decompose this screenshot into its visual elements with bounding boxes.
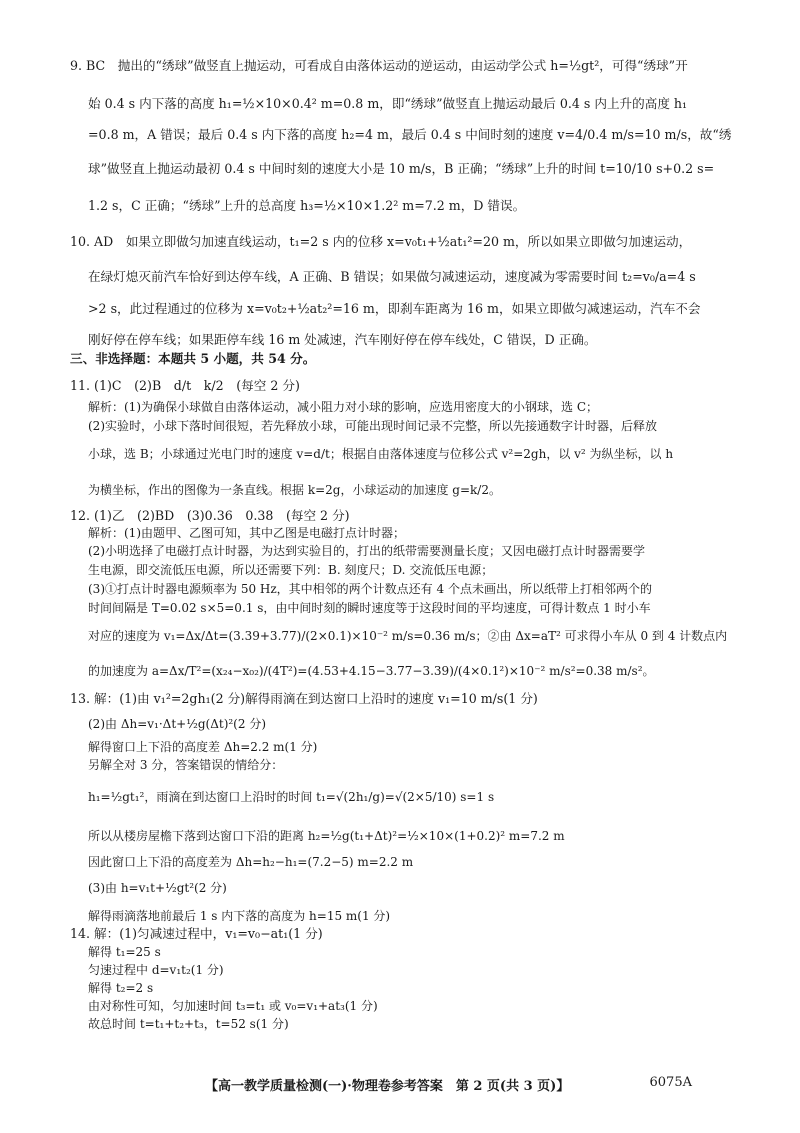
q9-line-5: 1.2 s，C 正确；“绣球”上升的总高度 h₃=½×10×1.2² m=7.2 m，D 错误。 [88, 198, 526, 213]
q12-line-3: 生电源，即交流低压电源，所以还需要下列：B. 刻度尺；D. 交流低压电源； [88, 563, 494, 577]
q11-answer: 11. (1)C (2)B d/t k/2 (每空 2 分) [70, 378, 300, 393]
q13-line-6: 所以从楼房屋檐下落到达窗口下沿的距离 h₂=½g(t₁+Δt)²=½×10×(1+0.2)² m=7.2 m [88, 829, 565, 843]
q9-line-2: 始 0.4 s 内下落的高度 h₁=½×10×0.4² m=0.8 m，即“绣球”做竖直上抛运动最后 0.4 s 内上升的高度 h₁ [88, 96, 688, 111]
q13-line-8: (3)由 h=v₁t+½gt²(2 分) [88, 881, 227, 895]
q11-line-1: 解析：(1)为确保小球做自由落体运动，减小阻力对小球的影响，应选用密度大的小钢球，选 C； [88, 400, 598, 414]
q12-answer: 12. (1)乙 (2)BD (3)0.36 0.38 (每空 2 分) [70, 508, 350, 523]
q11-line-2: (2)实验时，小球下落时间很短，若先释放小球，可能出现时间记录不完整，所以先接通数字计时器，后释放 [88, 419, 658, 433]
q12-line-7: 的加速度为 a=Δx/T²=(x₂₄−x₀₂)/(4T²)=(4.53+4.15−3.77−3.39)/(4×0.1²)×10⁻² m/s²=0.38 m/s²。 [88, 664, 655, 678]
q12-line-2: (2)小明选择了电磁打点计时器，为达到实验目的，打出的纸带需要测量长度；又因电磁打点计时器需要学 [88, 544, 646, 558]
q12-line-6: 对应的速度为 v₁=Δx/Δt=(3.39+3.77)/(2×0.1)×10⁻² m/s=0.36 m/s；②由 Δx=aT² 可求得小车从 0 到 4 计数点内 [88, 629, 728, 643]
q12-line-1: 解析：(1)由题甲、乙图可知，其中乙图是电磁打点计时器； [88, 526, 406, 540]
q9-line-1: 9. BC 抛出的“绣球”做竖直上抛运动，可看成自由落体运动的逆运动，由运动学公式 h=½gt²，可得“绣球”开 [70, 58, 688, 73]
q14-line-3: 匀速过程中 d=v₁t₂(1 分) [88, 963, 224, 977]
q13-line-4: 另解全对 3 分，答案错误的情给分： [88, 758, 284, 772]
q9-line-4: 球”做竖直上抛运动最初 0.4 s 中间时刻的速度大小是 10 m/s，B 正确；“绣球”上升的时间 t=10/10 s+0.2 s= [88, 161, 715, 176]
q13-line-9: 解得雨滴落地前最后 1 s 内下落的高度为 h=15 m(1 分) [88, 909, 391, 923]
q14-line-6: 故总时间 t=t₁+t₂+t₃，t=52 s(1 分) [88, 1017, 289, 1031]
q11-line-4: 为横坐标，作出的图像为一条直线。根据 k=2g，小球运动的加速度 g=k/2。 [88, 483, 501, 497]
q11-line-3: 小球，选 B；小球通过光电门时的速度 v=d/t；根据自由落体速度与位移公式 v²=2gh，以 v² 为纵坐标，以 h [88, 447, 674, 461]
q14-line-2: 解得 t₁=25 s [88, 945, 161, 959]
q13-line-3: 解得窗口上下沿的高度差 Δh=2.2 m(1 分) [88, 740, 318, 754]
section-heading: 三、非选择题：本题共 5 小题，共 54 分。 [70, 351, 316, 366]
q12-line-5: 时间间隔是 T=0.02 s×5=0.1 s，由中间时刻的瞬时速度等于这段时间的平均速度，可得计数点 1 时小车 [88, 601, 651, 615]
q13-line-2: (2)由 Δh=v₁·Δt+½g(Δt)²(2 分) [88, 717, 266, 731]
q14-line-5: 由对称性可知，匀加速时间 t₃=t₁ 或 v₀=v₁+at₃(1 分) [88, 999, 378, 1013]
q10-line-1: 10. AD 如果立即做匀加速直线运动，t₁=2 s 内的位移 x=v₀t₁+½at₁²=20 m，所以如果立即做匀加速运动， [70, 234, 692, 249]
footer-title: 【高一教学质量检测(一)·物理卷参考答案 第 2 页(共 3 页)】 [205, 1079, 570, 1094]
q10-line-4: 刚好停在停车线；如果距停车线 16 m 处减速，汽车刚好停在停车线处，C 错误，D 正确。 [88, 332, 597, 347]
document-code: 6075A [649, 1075, 692, 1090]
q14-line-1: 14. 解：(1)匀减速过程中，v₁=v₀−at₁(1 分) [70, 926, 323, 941]
q14-line-4: 解得 t₂=2 s [88, 981, 154, 995]
q9-line-3: =0.8 m，A 错误；最后 0.4 s 内下落的高度 h₂=4 m，最后 0.4 s 中间时刻的速度 v=4/0.4 m/s=10 m/s，故“绣 [88, 127, 732, 142]
q13-line-1: 13. 解：(1)由 v₁²=2gh₁(2 分)解得雨滴在到达窗口上沿时的速度 v₁=10 m/s(1 分) [70, 691, 538, 706]
page-footer [205, 1075, 740, 1094]
q10-line-3: >2 s，此过程通过的位移为 x=v₀t₂+½at₂²=16 m，即刹车距离为 16 m，如果立即做匀减速运动，汽车不会 [88, 301, 701, 316]
q12-line-4: (3)①打点计时器电源频率为 50 Hz，其中相邻的两个计数点还有 4 个点未画出，所以纸带上打相邻两个的 [88, 582, 652, 596]
q13-line-7: 因此窗口上下沿的高度差为 Δh=h₂−h₁=(7.2−5) m=2.2 m [88, 855, 414, 869]
q13-line-5: h₁=½gt₁²，雨滴在到达窗口上沿时的时间 t₁=√(2h₁/g)=√(2×5/10) s=1 s [88, 790, 495, 804]
q10-line-2: 在绿灯熄灭前汽车恰好到达停车线，A 正确、B 错误；如果做匀减速运动，速度减为零需要时间 t₂=v₀/a=4 s [88, 269, 696, 284]
